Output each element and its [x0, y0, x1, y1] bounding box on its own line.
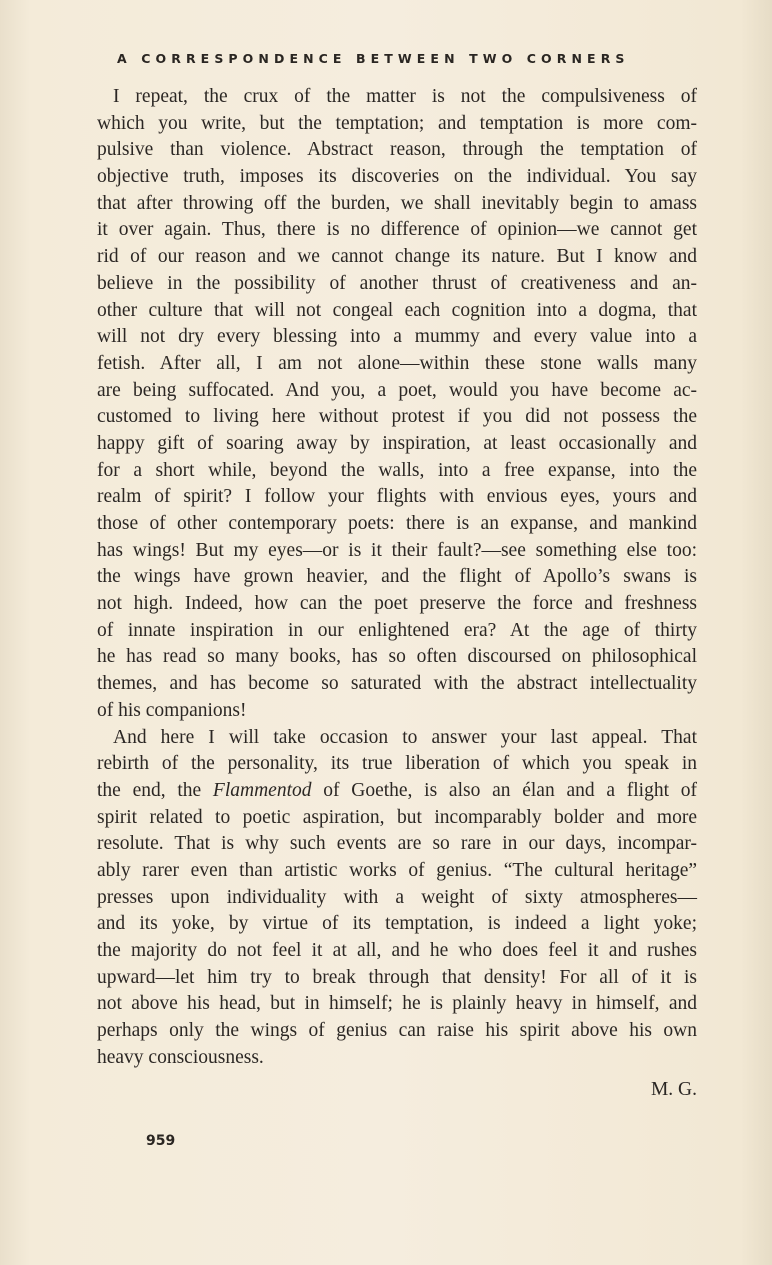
text-line: [97, 778, 697, 805]
text-line: of innate inspiration in our enlightened era? At the age of thirty: [97, 619, 697, 641]
text-line: ably rarer even than artistic works of genius. “The cultural heritage”: [97, 859, 697, 881]
text-line: happy gift of soaring away by inspiration, at least occasionally and: [97, 432, 697, 454]
text-line: And here I will take occasion to answer your last appeal. That: [113, 726, 697, 748]
text-line: not above his head, but in himself; he is plainly heavy in himself, and: [97, 993, 697, 1015]
text-line: realm of spirit? I follow your flights with envious eyes, yours and: [97, 486, 697, 508]
text-line: objective truth, imposes its discoveries on the individual. You say: [97, 166, 697, 188]
signature: M. G.: [650, 1079, 697, 1101]
text-line: other culture that will not congeal each cognition into a dogma, that: [97, 299, 697, 321]
text-line: he has read so many books, has so often discoursed on philosophical: [97, 646, 697, 668]
text-line: believe in the possibility of another thrust of creativeness and an-: [97, 272, 697, 294]
text-line: has wings! But my eyes—or is it their fault?—see something else too:: [97, 539, 697, 561]
text-line: resolute. That is why such events are so rare in our days, incompar-: [97, 833, 697, 855]
paragraph-2-rest: [97, 805, 697, 1072]
text-line: not high. Indeed, how can the poet preserve the force and freshness: [97, 593, 697, 615]
text-line: spirit related to poetic aspiration, but incomparably bolder and more: [97, 806, 697, 828]
text-line: themes, and has become so saturated with the abstract intellectuality: [97, 673, 697, 695]
text-span: of Goethe, is also an élan and a flight of: [311, 779, 697, 801]
paragraph-1: [97, 84, 697, 725]
text-line: will not dry every blessing into a mummy and every value into a: [97, 326, 697, 348]
text-line: are being suffocated. And you, a poet, would you have become ac-: [97, 379, 697, 401]
text-line: rid of our reason and we cannot change its nature. But I know and: [97, 246, 697, 268]
text-line: the majority do not feel it at all, and he who does feel it and rushes: [97, 940, 697, 961]
text-line: heavy consciousness.: [97, 1046, 264, 1068]
text-line: customed to living here without protest if you did not possess the: [97, 406, 697, 428]
text-line: fetish. After all, I am not alone—within these stone walls many: [97, 352, 697, 374]
text-line: those of other contemporary poets: there is an expanse, and mankind: [97, 513, 697, 534]
text-line: of his companions!: [97, 699, 247, 721]
body-text: [97, 84, 697, 1150]
text-line: the wings have grown heavier, and the flight of Apollo’s swans is: [97, 566, 697, 588]
text-line: I repeat, the crux of the matter is not the compulsiveness of: [113, 86, 697, 107]
text-line: rebirth of the personality, its true liberation of which you speak in: [97, 753, 697, 775]
page-number: 959: [146, 1133, 176, 1150]
text-line: perhaps only the wings of genius can raise his spirit above his own: [97, 1020, 697, 1042]
text-line: which you write, but the temptation; and temptation is more com-: [97, 112, 697, 134]
text-line: upward—let him try to break through that density! For all of it is: [97, 966, 697, 988]
text-line: and its yoke, by virtue of its temptation, is indeed a light yoke;: [97, 913, 697, 935]
italic-title: Flammentod: [212, 779, 312, 801]
text-line: for a short while, beyond the walls, into a free expanse, into the: [97, 459, 697, 481]
text-line: that after throwing off the burden, we shall inevitably begin to amass: [97, 192, 697, 214]
text-line: it over again. Thus, there is no difference of opinion—we cannot get: [97, 219, 697, 241]
text-span: the end, the: [97, 779, 213, 801]
text-line: presses upon individuality with a weight of sixty atmospheres—: [97, 886, 697, 908]
paragraph-2: [97, 725, 697, 1072]
text-line: pulsive than violence. Abstract reason, through the temptation of: [97, 139, 697, 161]
running-header: A CORRESPONDENCE BETWEEN TWO CORNERS: [117, 51, 630, 66]
